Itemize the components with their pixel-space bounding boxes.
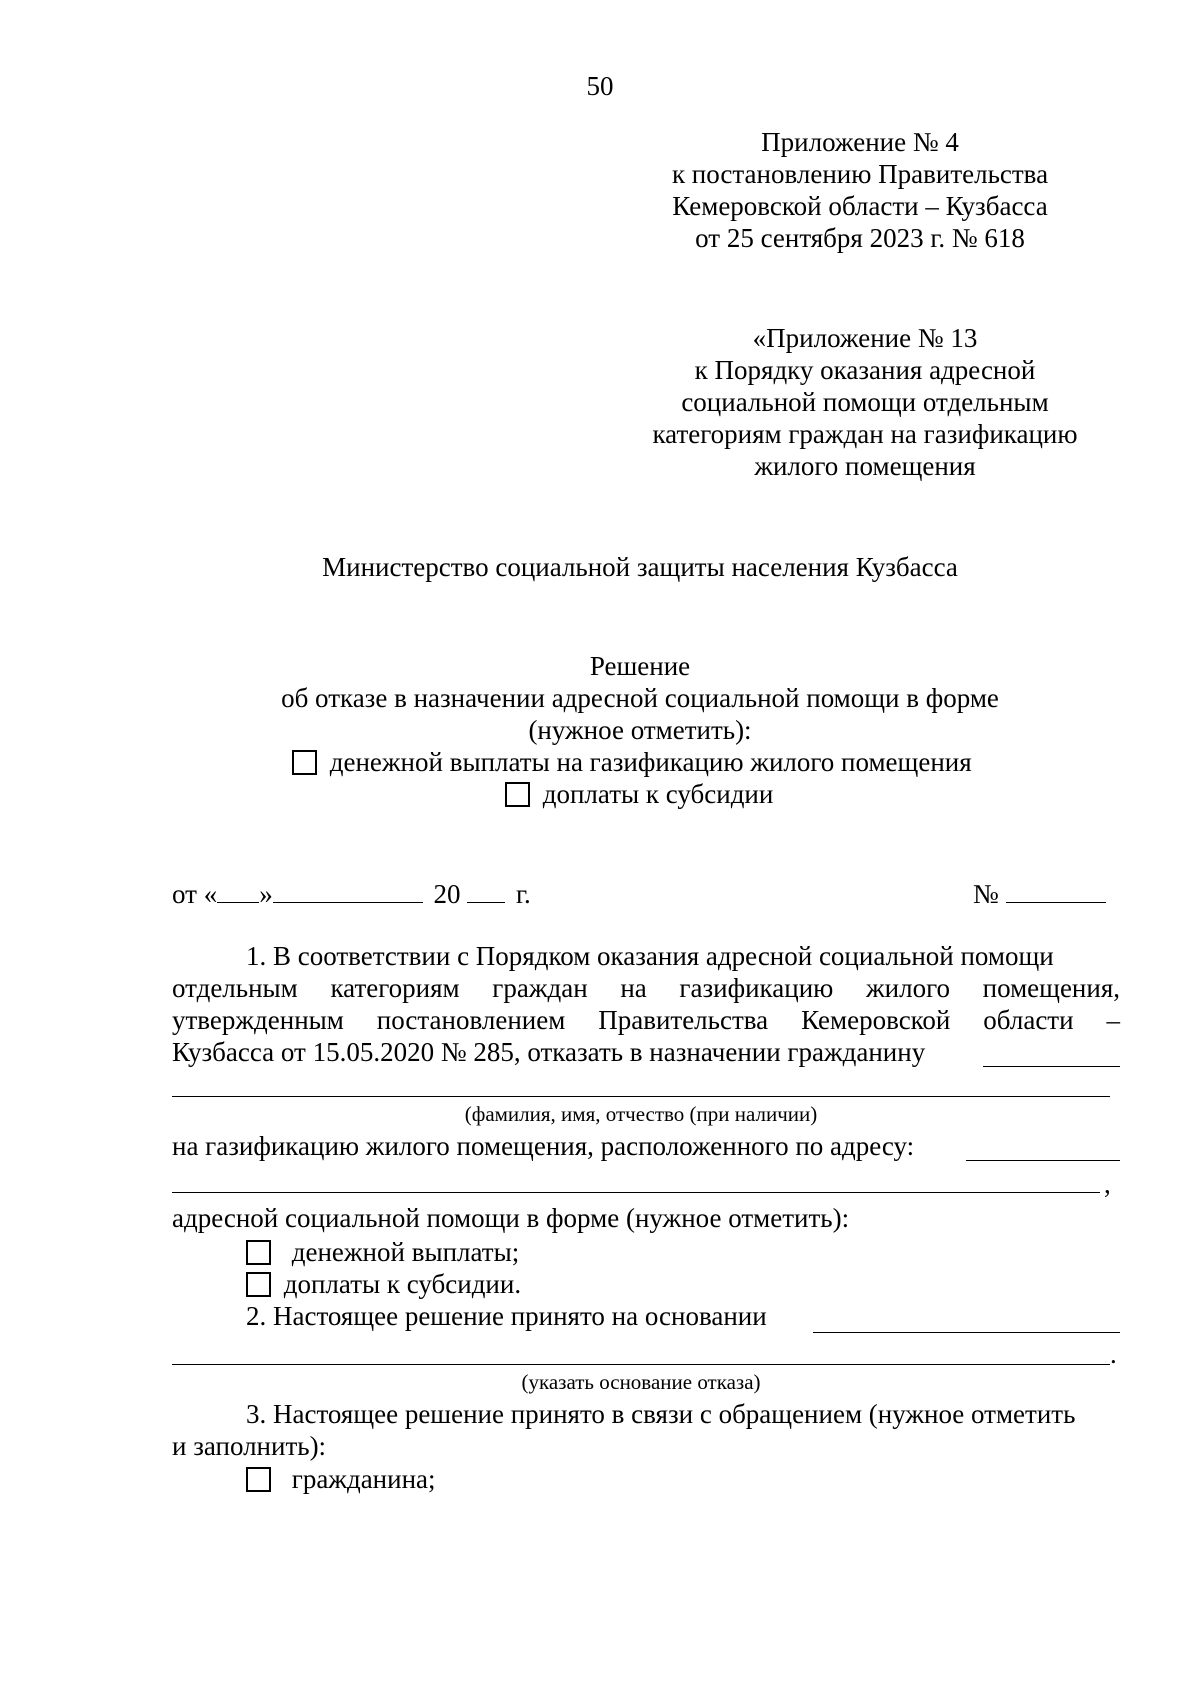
para1-option-2	[246, 1268, 521, 1300]
year-suffix: г.	[515, 879, 531, 909]
decision-option-2	[505, 778, 773, 810]
appendix-4-line-3: Кемеровской области – Кузбасса	[672, 191, 1048, 221]
para1-line-1: 1. В соответствии с Порядком оказания адресной социальной помощи	[246, 941, 1054, 971]
appendix-4-line-4: от 25 сентября 2023 г. № 618	[695, 223, 1025, 253]
number-sign: №	[973, 879, 999, 909]
decision-option-2-label: доплаты к субсидии	[542, 779, 774, 809]
subsidy-supplement-checkbox[interactable]	[246, 1272, 271, 1297]
number-line	[973, 876, 1106, 910]
para1-option-1-label: денежной выплаты;	[291, 1237, 520, 1267]
page-number: 50	[586, 71, 614, 101]
citizen-checkbox[interactable]	[246, 1467, 271, 1492]
address-label: на газификацию жилого помещения, расположенного по адресу:	[172, 1131, 915, 1161]
ministry-name: Министерство социальной защиты населения Кузбасса	[322, 552, 958, 582]
citizen-name-field-line-2[interactable]	[172, 1096, 1110, 1097]
decision-title: Решение	[589, 651, 691, 681]
para1-line-4: Кузбасса от 15.05.2020 № 285, отказать в назначении гражданину	[172, 1037, 926, 1067]
appendix-4-line-1: Приложение № 4	[761, 127, 959, 157]
para3-line-1: 3. Настоящее решение принято в связи с обращением (нужное отметить	[246, 1399, 1076, 1429]
para3-option-1	[246, 1463, 436, 1495]
address-field[interactable]	[966, 1160, 1120, 1161]
appendix-13-line-1: «Приложение № 13	[752, 323, 978, 353]
number-field[interactable]	[1006, 876, 1106, 903]
decision-subtitle: об отказе в назначении адресной социальной помощи в форме	[281, 683, 999, 713]
appendix-13-line-5: жилого помещения	[754, 451, 976, 481]
appendix-4-line-2: к постановлению Правительства	[671, 159, 1049, 189]
date-close-quote: »	[259, 879, 273, 909]
basis-period: .	[1110, 1339, 1117, 1369]
para1-line-3: утвержденным постановлением Правительства Кемеровской области –	[172, 1005, 1120, 1035]
para3-line-2: и заполнить):	[172, 1431, 327, 1461]
name-caption: (фамилия, имя, отчество (при наличии)	[464, 1102, 818, 1126]
para3-option-1-label: гражданина;	[291, 1464, 436, 1494]
para1-line-2: отдельным категориям граждан на газификацию жилого помещения,	[172, 973, 1120, 1003]
basis-field[interactable]	[813, 1332, 1120, 1333]
para1-option-2-label: доплаты к субсидии.	[283, 1269, 522, 1299]
year-field[interactable]	[467, 876, 505, 903]
option-1-checkbox[interactable]	[292, 750, 317, 775]
form-label: адресной социальной помощи в форме (нужное отметить):	[172, 1203, 850, 1233]
citizen-name-field[interactable]	[983, 1066, 1120, 1067]
address-field-line-2[interactable]	[172, 1192, 1100, 1193]
date-line	[172, 876, 531, 910]
year-prefix: 20	[433, 879, 461, 909]
para1-option-1	[246, 1236, 519, 1268]
date-from-label: от «	[172, 879, 218, 909]
option-2-checkbox[interactable]	[505, 782, 530, 807]
basis-field-line-2[interactable]	[172, 1364, 1110, 1365]
appendix-13-line-4: категориям граждан на газификацию	[652, 419, 1078, 449]
basis-caption: (указать основание отказа)	[521, 1370, 761, 1394]
address-comma: ,	[1104, 1169, 1111, 1199]
day-field[interactable]	[217, 876, 259, 903]
decision-option-1	[292, 746, 972, 778]
appendix-13-line-2: к Порядку оказания адресной	[694, 355, 1036, 385]
decision-note: (нужное отметить):	[528, 715, 752, 745]
month-field[interactable]	[273, 876, 423, 903]
appendix-13-line-3: социальной помощи отдельным	[681, 387, 1049, 417]
monetary-payment-checkbox[interactable]	[246, 1240, 271, 1265]
decision-option-1-label: денежной выплаты на газификацию жилого помещения	[329, 747, 972, 777]
para2-text: 2. Настоящее решение принято на основании	[246, 1301, 767, 1331]
